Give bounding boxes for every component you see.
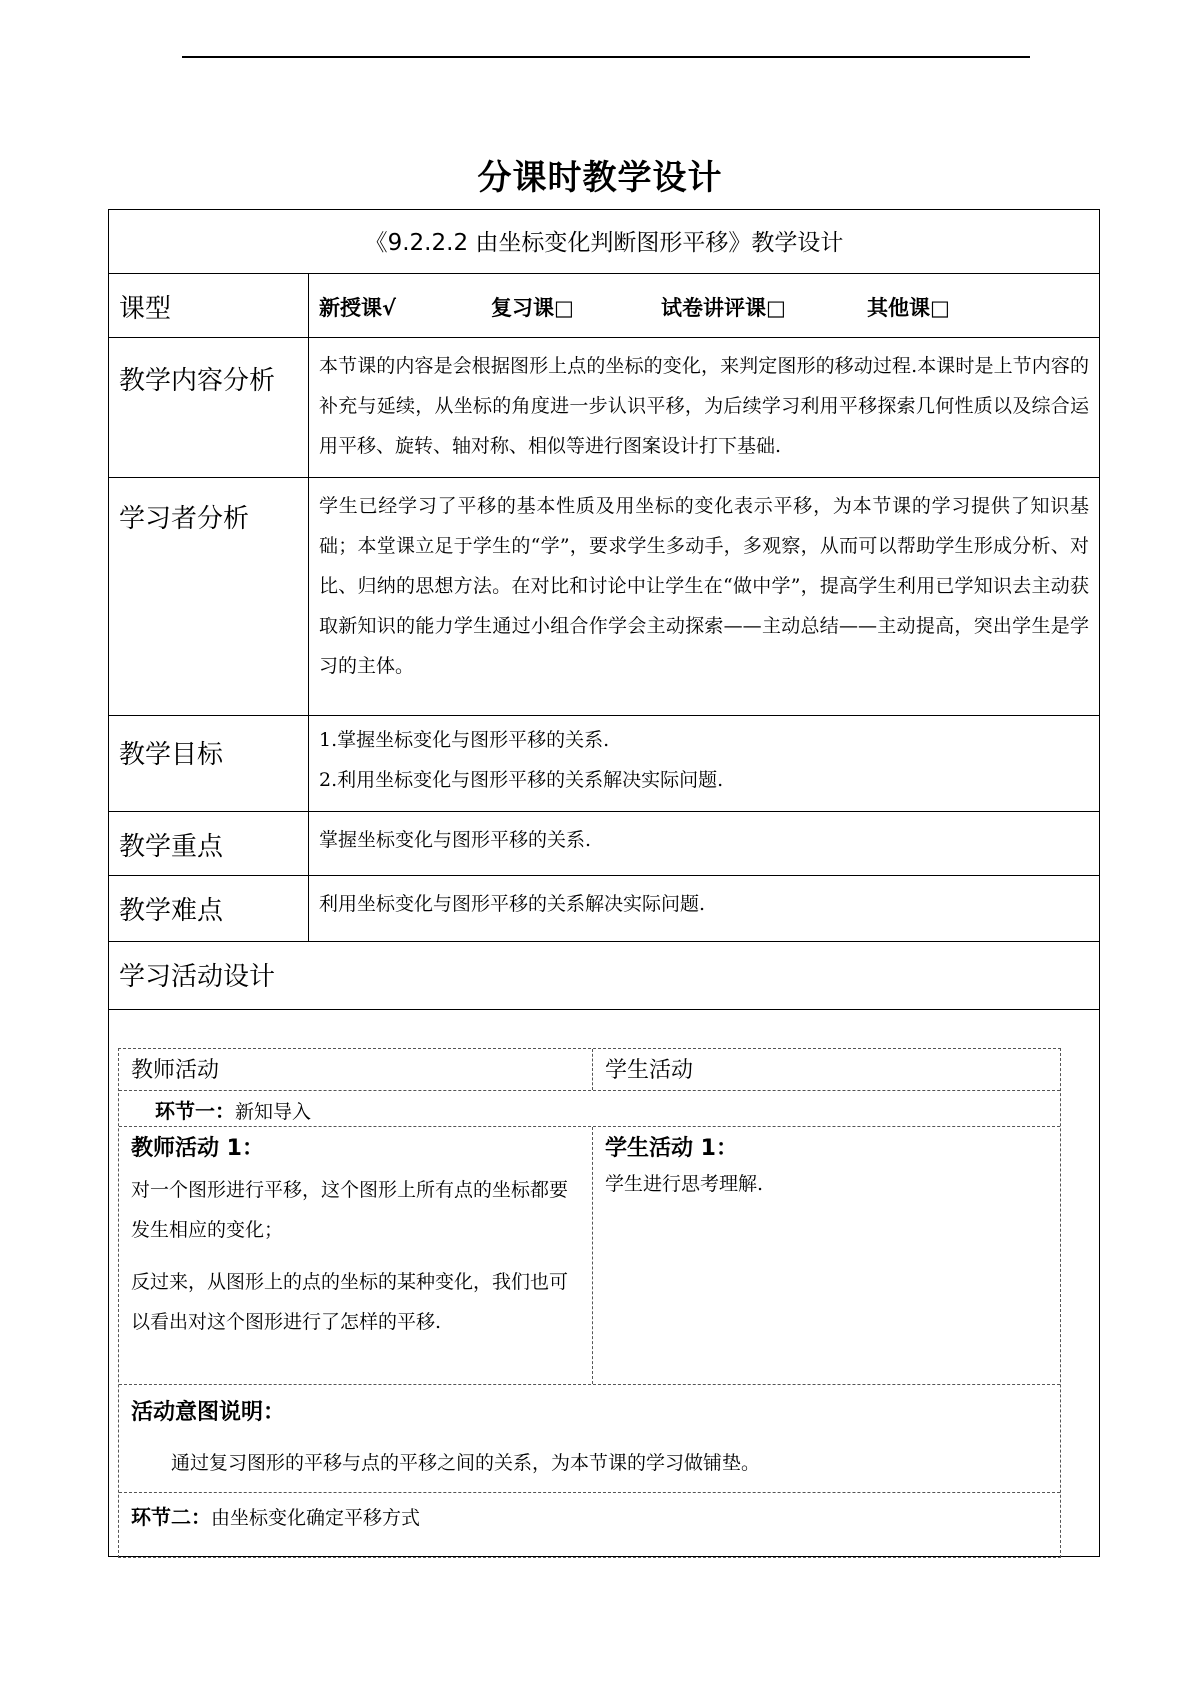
option-other-lesson: 其他课□ [867,296,950,320]
activity-intent-row [119,1385,1060,1493]
student-activity-header: 学生活动 [605,1058,694,1083]
activity-intent-heading: 活动意图说明： [131,1400,286,1425]
teacher-activity-1-cell [119,1127,593,1384]
objective-item: 2.利用坐标变化与图形平移的关系解决实际问题. [319,769,724,791]
teacher-activity-header: 教师活动 [131,1058,220,1083]
stage-2-label: 环节二： [131,1505,211,1529]
student-activity-1-text: 学生进行思考理解. [605,1173,764,1195]
key-point-row [109,812,1099,876]
content-analysis-label: 教学内容分析 [109,338,309,477]
learner-analysis-text: 学生已经学习了平移的基本性质及用坐标的变化表示平移，为本节课的学习提供了知识基础；本堂课立足于学生的“学”，要求学生多动手，多观察，从而可以帮助学生形成分析、对比、归纳的思想方法。在对比和讨论中让学生在“做中学”，提高学生利用已学知识去主动获取新知识的能力学生通过小组合作学会主动探索——主动总结——主动提高，突出学生是学习的主体。 [319,495,1089,677]
content-analysis-row [109,338,1099,478]
option-exam-review-lesson: 试卷讲评课□ [661,296,786,320]
course-type-options [309,274,1099,337]
objective-item: 1.掌握坐标变化与图形平移的关系. [319,729,610,751]
option-new-lesson: 新授课√ [319,296,397,320]
course-type-row [109,274,1099,338]
key-point-text: 掌握坐标变化与图形平移的关系. [319,829,592,851]
stage-1-name: 新知导入 [235,1101,312,1123]
stage-1-heading [155,1095,311,1124]
teacher-activity-1-heading: 教师活动 1： [131,1136,264,1161]
stage-2-name: 由坐标变化确定平移方式 [211,1507,421,1529]
activity-design-label: 学习活动设计 [119,962,276,992]
stage-2-heading [131,1501,420,1530]
content-analysis-text: 本节课的内容是会根据图形上点的坐标的变化，来判定图形的移动过程.本课时是上节内容的补充与延续，从坐标的角度进一步认识平移，为后续学习利用平移探索几何性质以及综合运用平移、旋转、轴对称、相似等进行图案设计打下基础. [319,355,1089,457]
objectives-label: 教学目标 [109,716,309,811]
objectives-row [109,716,1099,812]
stage-1-row [119,1091,1060,1127]
learner-analysis-row [109,478,1099,716]
difficulty-text: 利用坐标变化与图形平移的关系解决实际问题. [319,893,706,915]
difficulty-label: 教学难点 [109,876,309,941]
page-title: 分课时教学设计 [477,158,723,198]
section-title-row [109,210,1099,274]
teacher-header-cell [119,1049,593,1090]
lesson-design-table [108,209,1100,1557]
course-type-label: 课型 [109,274,309,337]
objectives-list [309,716,1099,811]
student-activity-1-cell [593,1127,1060,1384]
stage-1-label: 环节一： [155,1099,235,1123]
activity-1-row [119,1127,1060,1385]
activity-table [118,1048,1061,1558]
activity-design-row [109,942,1099,1010]
teacher-activity-1-paragraph: 反过来，从图形上的点的坐标的某种变化，我们也可以看出对这个图形进行了怎样的平移. [131,1271,569,1333]
student-header-cell [593,1049,1060,1090]
student-activity-1-heading: 学生活动 1： [605,1136,738,1161]
activity-header-row [119,1049,1060,1091]
key-point-label: 教学重点 [109,812,309,875]
teacher-activity-1-paragraph: 对一个图形进行平移，这个图形上所有点的坐标都要发生相应的变化； [131,1179,569,1241]
header-rule [182,56,1030,58]
difficulty-row [109,876,1099,942]
option-review-lesson: 复习课□ [491,296,574,320]
learner-analysis-label: 学习者分析 [109,478,309,715]
activity-intent-text: 通过复习图形的平移与点的平移之间的关系，为本节课的学习做铺垫。 [171,1452,761,1474]
section-title: 《9.2.2.2 由坐标变化判断图形平移》教学设计 [364,230,844,256]
